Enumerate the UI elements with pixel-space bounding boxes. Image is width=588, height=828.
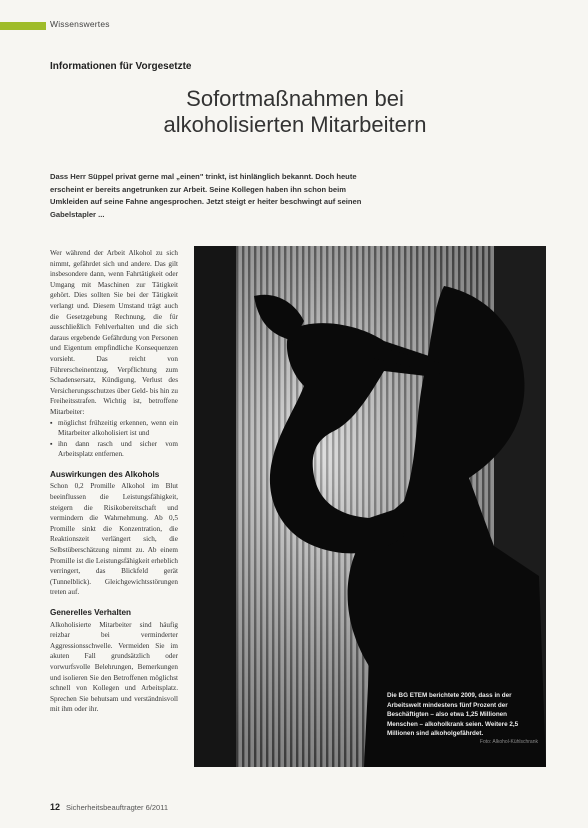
magazine-name: Sicherheitsbeauftragter 6/2011 [66, 803, 169, 812]
headline-line-2: alkoholisierten Mitarbeitern [163, 112, 427, 137]
bullet-item-1: ▪ möglichst frühzeitig erkennen, wenn ein Mitarbeiter alkoholisiert ist und [50, 418, 178, 439]
kicker: Informationen für Vorgesetzte [50, 61, 192, 72]
silhouette-drinking-image [194, 246, 546, 767]
headline [130, 86, 460, 138]
section-label: Wissenswertes [50, 19, 110, 29]
body-paragraph-3: Alkoholisierte Mitarbeiter sind häufig reizbar bei verminderter Aggressionsschwelle. Vermeiden Sie im akuten Fall grundsätzlich oder vorwurfsvolle Belehrungen, Bemerkungen und isolieren Sie den Betroffenen möglichst schnell von Kollegen und Arbeitsplatz. Sprechen Sie behutsam und verständnisvoll mit ihm oder ihr. [50, 620, 178, 714]
photo-caption: Die BG ETEM berichtete 2009, dass in der Arbeitswelt mindestens fünf Prozent der Beschäftigten – also etwa 1,25 Millionen Menschen – alkoholkrank seien. Weitere 2,5 Millionen sind alkoholgefährdet. [387, 692, 519, 738]
body-paragraph-2: Schon 0,2 Promille Alkohol im Blut beeinflussen die Leistungsfähigkeit, steigern die Risikobereitschaft und vermindern die Wahrnehmung. Ab 0,5 Promille sinkt die Konzentration, die Reaktionszeit verlängert sich, die Selbstüberschätzung nimmt zu. Ab einem Promille ist die Leistungsfähigkeit erheblich verringert, das Blickfeld gerät (Tunnelblick). Gleichgewichtsstörungen treten auf. [50, 482, 178, 597]
bullet-item-2: ▪ ihn dann rasch und sicher vom Arbeitsplatz entfernen. [50, 439, 178, 460]
article-photo [194, 246, 546, 767]
subheading-behaviour: Generelles Verhalten [50, 608, 132, 617]
lead-paragraph: Dass Herr Süppel privat gerne mal „einen" trinkt, ist hinlänglich bekannt. Doch heute erscheint er bereits angetrunken zur Arbeit. Seine Kollegen haben ihn schon beim Umkleiden auf seine Fahne angesprochen. Jetzt steigt er heiter beschwingt auf seinen Gabelstapler ... [50, 172, 362, 219]
section-color-bar [0, 22, 46, 30]
body-column [50, 248, 178, 715]
page-number: 12 [50, 802, 61, 812]
body-paragraph-1: Wer während der Arbeit Alkohol zu sich nimmt, gefährdet sich und andere. Das gilt insbesondere dann, wenn Fahrtätigkeit oder Umgang mit Maschinen zur Tätigkeit gehört. Dies sollten Sie bei der Tätigkeit verlangt und. Diesem Umstand trägt auch die Gesetzgebung Rechnung, die für ausschließlich Fehlverhalten und die sich daraus ergebende Gefährdung von Personen und Eigentum empfindliche Konsequenzen vorsieht. Das reicht von Führerscheinentzug, Verpflichtung zum Schadensersatz, Kündigung, Verlust des Versicherungsschutzes über Geld- bis hin zu Freiheitsstrafen. Wichtig ist, betroffene Mitarbeiter: [50, 249, 178, 416]
body-bullet-list [50, 418, 178, 460]
headline-line-1: Sofortmaßnahmen bei [186, 86, 404, 111]
subheading-effects: Auswirkungen des Alkohols [50, 469, 160, 479]
photo-credit: Foto: Alkohol-Kühlschrank [479, 739, 538, 745]
